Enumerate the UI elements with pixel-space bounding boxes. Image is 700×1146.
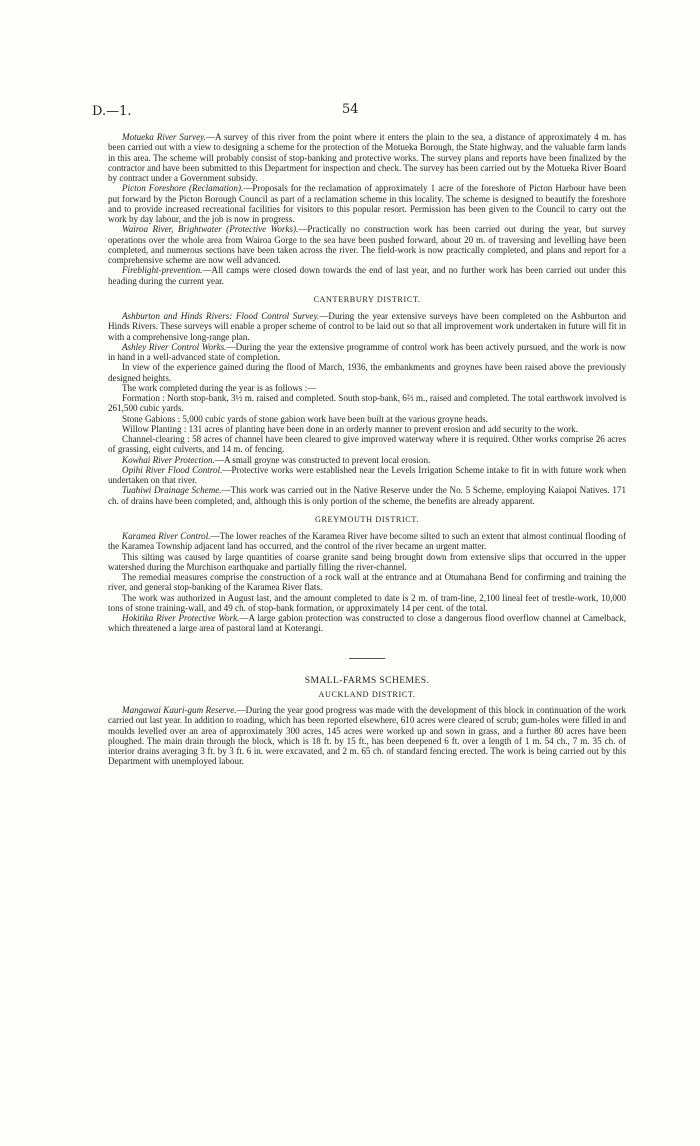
paragraph-text: Channel-clearing : 58 acres of channel have been cleared to give improved waterway where it is required. Other works comprise 26 acres of grassing, eight culverts, and 14 m. of fencing. bbox=[108, 434, 626, 455]
paragraph bbox=[108, 424, 626, 434]
paragraph bbox=[108, 465, 626, 486]
paragraph-title: Opihi River Flood Control. bbox=[122, 464, 223, 475]
paragraph-text: The work was authorized in August last, and the amount completed to date is 2 m. of tram-line, 2,100 lineal feet of trestle-work, 10,000 tons of stone training-wall, and 49 ch. of stop-bank formation, or approximately 14 per cent. of the total. bbox=[108, 592, 626, 613]
paragraph-text: —The lower reaches of the Karamea River have become silted to such an extent that almost continual flooding of the Karamea Township adjacent land has occurred, and the control of the river became an urgent matter. bbox=[108, 531, 626, 552]
paragraph-text: This silting was caused by large quantities of coarse granite sand being brought down from extensive slips that occurred in the upper watershed during the Murchison earthquake and partially filling the river-channel. bbox=[108, 551, 626, 572]
paragraph-text: —A small groyne was constructed to prevent local erosion. bbox=[214, 454, 431, 465]
paragraph-title: Tuahiwi Drainage Scheme. bbox=[122, 485, 222, 496]
paragraph bbox=[108, 311, 626, 342]
paragraph bbox=[108, 393, 626, 414]
paragraph bbox=[108, 362, 626, 383]
paragraph-text: —During the year extensive surveys have been completed on the Ashburton and Hinds Rivers. These surveys will enable a proper scheme of control to be laid out so that all improvement work undertaken in future will fit in with a comprehensive long-range plan. bbox=[108, 311, 626, 342]
paragraph-title: Karamea River Control. bbox=[122, 531, 211, 541]
paragraph bbox=[108, 383, 626, 393]
paragraph bbox=[108, 552, 626, 573]
paragraph-text: —Protective works were established near the Levels Irrigation Scheme intake to fit in with future work when undertaken on that river. bbox=[108, 464, 626, 485]
paragraph-text: —Practically no construction work has been carried out during the year, but survey operations over the whole area from Wairoa Gorge to the sea have been pushed forward, about 20 m. of traversing and levelling have been completed, and numerous sections have been taken across the river. The field-work is now practically completed, and plans and report for a comprehensive scheme are now well advanced. bbox=[108, 224, 627, 265]
paragraph bbox=[108, 531, 626, 552]
paragraph bbox=[108, 705, 626, 767]
paragraph-text: —A large gabion protection was constructed to close a dangerous flood overflow channel at Camelback, which threatened a large area of pastoral land at Koterangi. bbox=[108, 613, 626, 634]
paragraph-title: Wairoa River, Brightwater (Protective Works). bbox=[122, 224, 299, 235]
paragraph-title: Kowhai River Protection. bbox=[122, 454, 215, 465]
paragraph-text: —During the year good progress was made with the development of this block in continuation of the work carried out last year. In addition to roading, which has been reported elsewhere, 610 acres were cleared of scrub; gum-holes were filled in and moulds levelled over an area of approximately 300 acres, 145 acres were worked up and sown in grass, and a further 80 acres have been ploughed. The main drain through the block, which is 18 ft. by 15 ft., has been deepened 6 ft. over a length of 1 m. 54 ch., 7 m. 35 ch. of interior drains averaging 3 ft. by 3 ft. 6 in. were excavated, and 2 m. 65 ch. of standard fencing erected. The work is being carried out by this Department with unemployed labour. bbox=[108, 705, 626, 767]
paragraph bbox=[108, 265, 626, 286]
paragraph-text: —All camps were closed down towards the end of last year, and no further work has been carried out under this heading during the current year. bbox=[108, 265, 626, 286]
paragraph bbox=[108, 342, 626, 363]
paragraph bbox=[108, 434, 626, 455]
paragraph bbox=[108, 414, 626, 424]
section-divider bbox=[349, 658, 385, 659]
paragraph-text: Formation : North stop-bank, 3½ m. raised and completed. South stop-bank, 6⅔ m., raised and completed. The total earthwork involved is 261,500 cubic yards. bbox=[108, 393, 626, 414]
paragraph bbox=[108, 224, 626, 265]
paragraph-text: The work completed during the year is as follows :— bbox=[122, 382, 317, 393]
page-number: 54 bbox=[342, 102, 359, 117]
paragraph bbox=[108, 132, 626, 183]
paragraph-title: Hokitika River Protective Work. bbox=[122, 613, 240, 623]
paragraph bbox=[108, 183, 626, 224]
paragraph-title: Ashley River Control Works. bbox=[122, 341, 227, 352]
page-header bbox=[92, 104, 608, 120]
paragraph bbox=[108, 485, 626, 506]
paragraph-text: —This work was carried out in the Native Reserve under the No. 5 Scheme, employing Kaiapoi Natives. 171 ch. of drains have been completed, and, although this is only portion of the scheme, the benefits are already apparent. bbox=[108, 485, 626, 506]
paragraph-text: —During the year the extensive programme of control work has been actively pursued, and the work is now in hand in a well-advanced state of completion. bbox=[108, 341, 626, 362]
paragraph bbox=[108, 572, 626, 593]
document-body bbox=[108, 132, 626, 767]
paragraph-text: The remedial measures comprise the construction of a rock wall at the entrance and at Otumahana Bend for confirming and training the river, and general stop-banking of the Karamea River flats. bbox=[108, 572, 626, 593]
paragraph-text: Stone Gabions : 5,000 cubic yards of stone gabion work have been built at the various groyne heads. bbox=[122, 413, 488, 424]
district-heading: GREYMOUTH DISTRICT. bbox=[314, 514, 420, 524]
paragraph-text: Willow Planting : 131 acres of planting have been done in an orderly manner to prevent erosion and add security to the work. bbox=[122, 423, 578, 434]
document-reference: D.—1. bbox=[92, 104, 132, 119]
paragraph-title: Ashburton and Hinds Rivers: Flood Control Survey. bbox=[122, 311, 320, 321]
paragraph-title: Picton Foreshore (Reclamation). bbox=[122, 183, 244, 194]
paragraph-text: In view of the experience gained during the flood of March, 1936, the embankments and groynes have been raised above the previously designed heights. bbox=[108, 362, 626, 383]
paragraph-text: —Proposals for the reclamation of approximately 1 acre of the foreshore of Picton Harbour have been put forward by the Picton Borough Council as part of a reclamation scheme in this locality. The scheme is designed to beautify the foreshore and to provide increased recreational facilities for visitors to this popular resort. Permission has been given to the Council to carry out the work by day labour, and the job is now in progress. bbox=[108, 183, 626, 224]
paragraph-title: Mangawai Kauri-gum Reserve. bbox=[122, 705, 237, 715]
paragraph bbox=[108, 613, 626, 634]
paragraph-title: Motueka River Survey. bbox=[122, 132, 206, 142]
paragraph-title: Fireblight-prevention. bbox=[122, 265, 203, 276]
paragraph bbox=[108, 455, 626, 465]
section-heading: SMALL-FARMS SCHEMES. bbox=[304, 674, 430, 686]
district-heading: AUCKLAND DISTRICT. bbox=[318, 689, 416, 699]
paragraph bbox=[108, 593, 626, 614]
district-heading: CANTERBURY DISTRICT. bbox=[313, 294, 421, 304]
paragraph-text: —A survey of this river from the point where it enters the plain to the sea, a distance of approximately 4 m. has been carried out with a view to designing a scheme for the protection of the Motueka Borough, the State highway, and the valuable farm lands in this area. The scheme will probably consist of stop-banking and protective works. The survey plans and reports have been finalized by the contractor and have been submitted to this Department for inspection and check. The survey has been carried out by the Motueka River Board by contract under a Government subsidy. bbox=[108, 132, 626, 183]
